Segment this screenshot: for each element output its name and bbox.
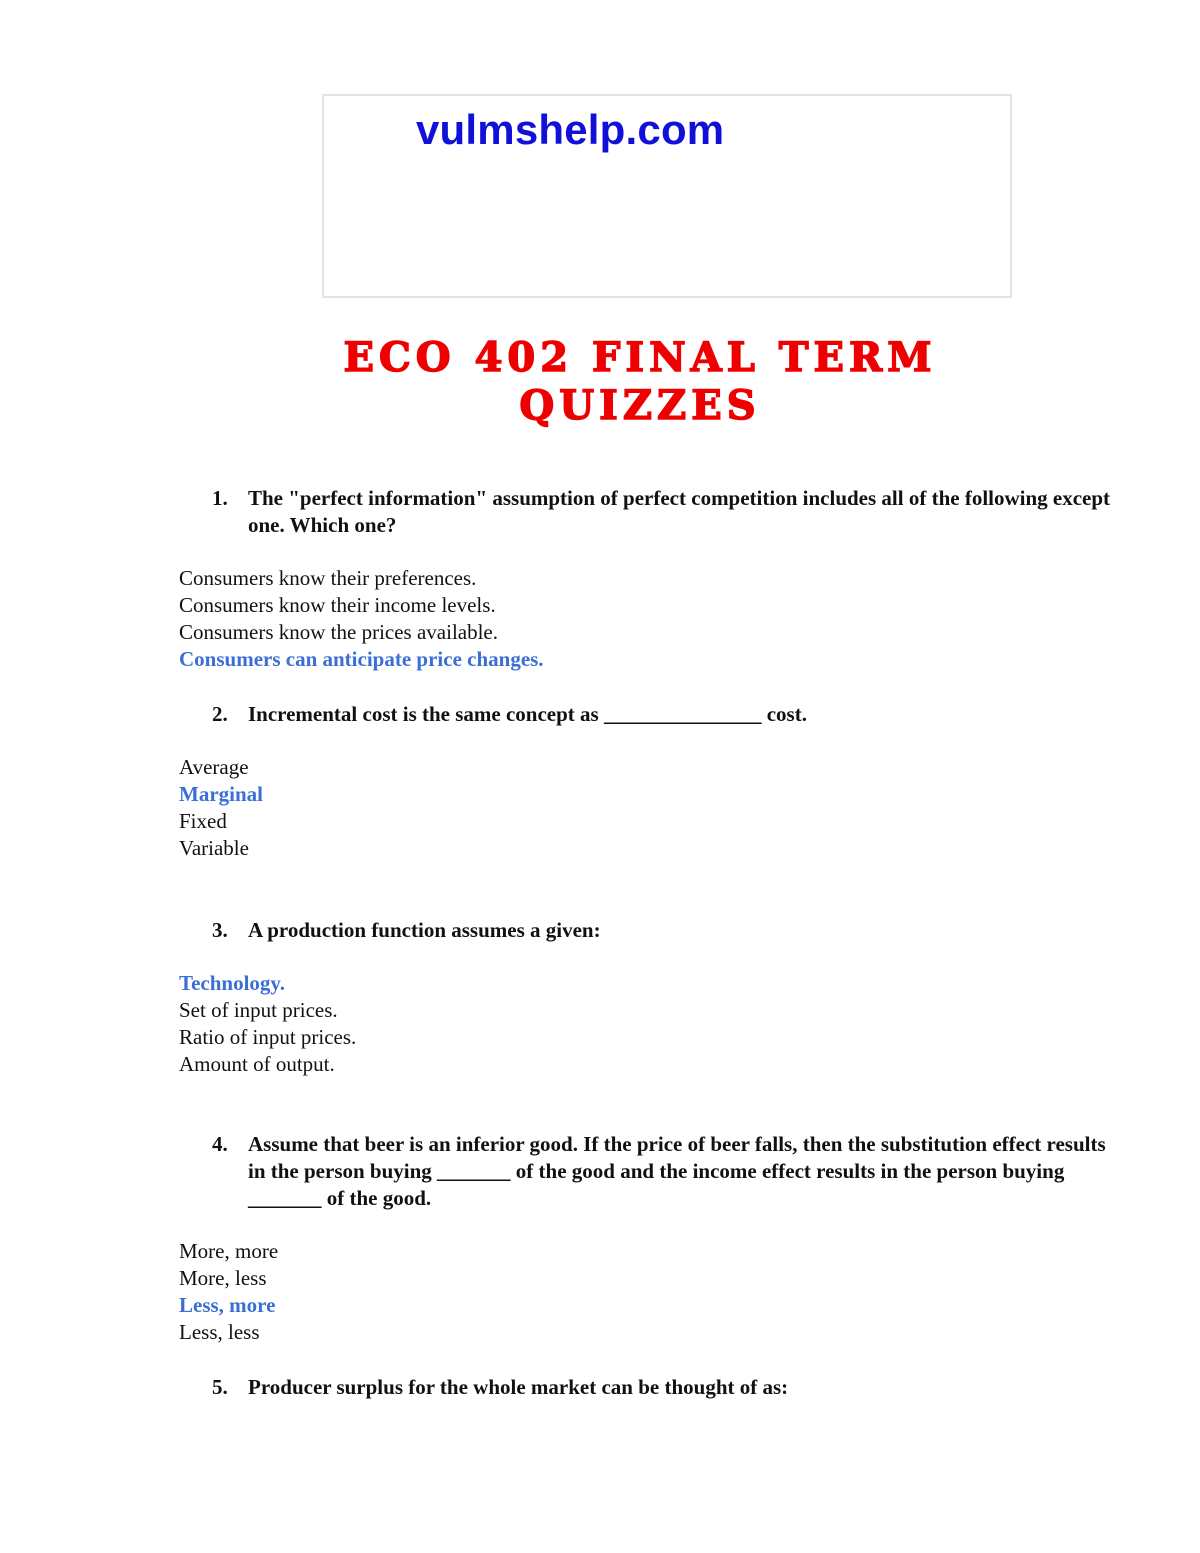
title-line-2: QUIZZES (519, 382, 761, 429)
question-2 (212, 701, 1112, 728)
answer-option: More, less (179, 1266, 267, 1290)
answer-option: Set of input prices. (179, 998, 338, 1022)
answer-option: Fixed (179, 809, 227, 833)
answer-option: Variable (179, 836, 249, 860)
question-number: 2. (212, 702, 228, 726)
question-text: The "perfect information" assumption of perfect competition includes all of the following except one. Which one? (248, 486, 1111, 537)
question-number: 4. (212, 1132, 228, 1156)
question-number: 5. (212, 1375, 228, 1399)
answer-option: Ratio of input prices. (179, 1025, 357, 1049)
answer-option: Consumers know the prices available. (179, 620, 498, 644)
question-1 (212, 485, 1112, 539)
answer-list-2 (179, 754, 1079, 862)
answer-option: More, more (179, 1239, 279, 1263)
question-number: 3. (212, 918, 228, 942)
title-line-1: ECO 402 FINAL TERM (343, 334, 937, 381)
question-text: A production function assumes a given: (248, 918, 601, 942)
question-3 (212, 917, 1112, 944)
answer-option: Amount of output. (179, 1052, 335, 1076)
question-text: Incremental cost is the same concept as _______________ cost. (248, 702, 807, 726)
site-logo[interactable]: vulmshelp.com (416, 106, 725, 153)
answer-option: Consumers know their preferences. (179, 566, 477, 590)
correct-answer: Marginal (179, 782, 263, 806)
question-5 (212, 1374, 1112, 1401)
correct-answer: Less, more (179, 1293, 276, 1317)
answer-option: Consumers know their income levels. (179, 593, 496, 617)
answer-option: Average (179, 755, 249, 779)
correct-answer: Technology. (179, 971, 286, 995)
question-text: Assume that beer is an inferior good. If the price of beer falls, then the substitution effect results in the person buying _______ of the good and the income effect results in the person buying _______ of the good. (248, 1132, 1106, 1210)
logo-banner (322, 94, 1012, 298)
answer-list-3 (179, 970, 1079, 1078)
document-title (250, 334, 1030, 430)
question-text: Producer surplus for the whole market can be thought of as: (248, 1375, 789, 1399)
answer-list-4 (179, 1238, 1079, 1346)
correct-answer: Consumers can anticipate price changes. (179, 647, 544, 671)
answer-list-1 (179, 565, 1079, 673)
question-number: 1. (212, 486, 228, 510)
question-4 (212, 1131, 1112, 1212)
answer-option: Less, less (179, 1320, 260, 1344)
